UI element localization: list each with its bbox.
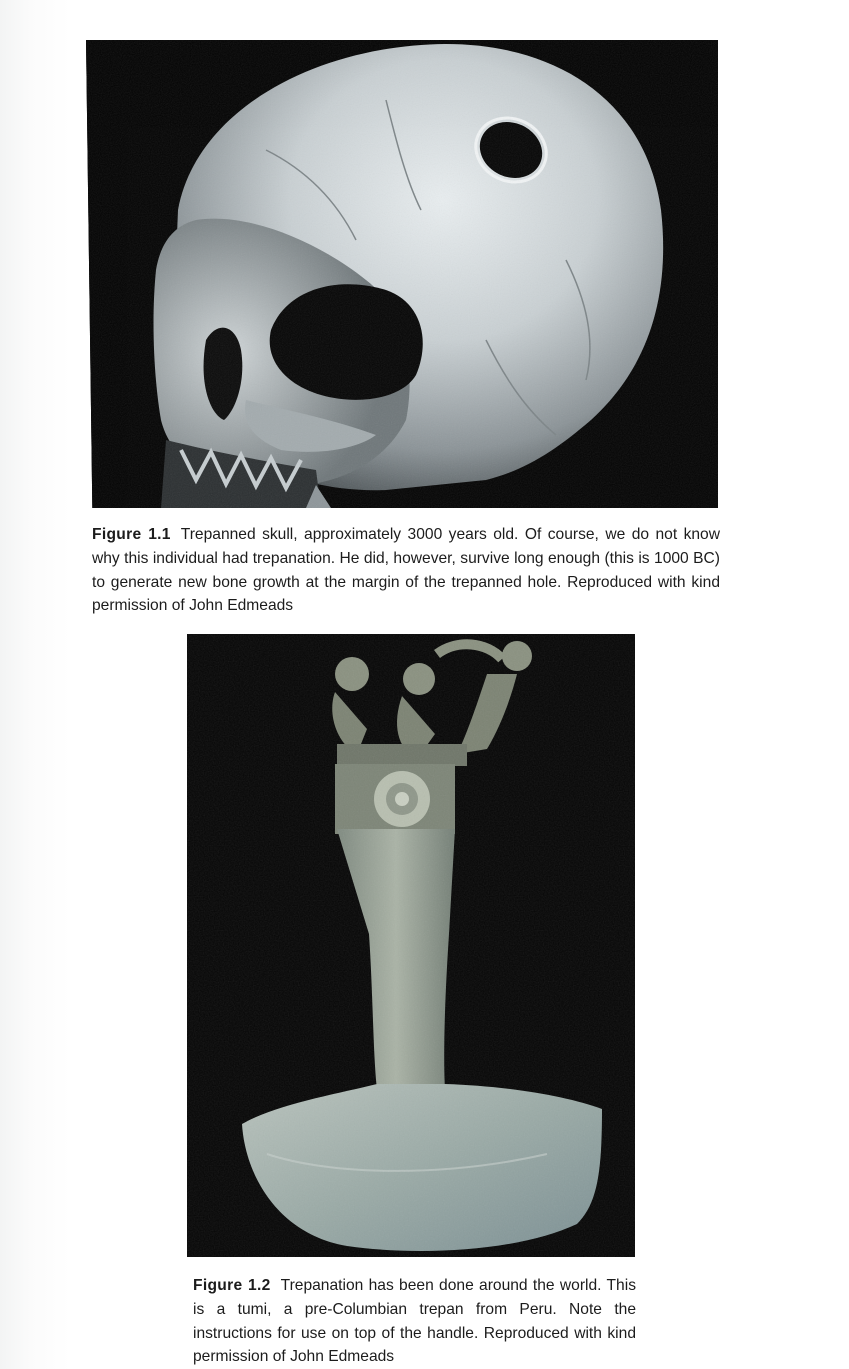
figure-1-1-label: Figure 1.1 <box>92 526 171 543</box>
figure-1-2-photo <box>187 634 635 1257</box>
trepanned-skull-image <box>86 40 718 508</box>
figure-1-1-caption-text: Trepanned skull, approximately 3000 years old. Of course, we do not know why this individual had trepanation. He did, however, survive long enough (this is 1000 BC) to generate new bone growth at the margin of the trepanned hole. Reproduced with kind permission of John Edmeads <box>92 526 720 615</box>
figure-1-1-caption <box>92 523 720 618</box>
figure-1-1-photo <box>86 40 718 508</box>
tumi-trepan-image <box>187 634 635 1257</box>
figure-1-2-label: Figure 1.2 <box>193 1277 271 1294</box>
figure-1-2-caption <box>193 1274 636 1369</box>
figure-1-2-caption-text: Trepanation has been done around the world. This is a tumi, a pre-Columbian trepan from Peru. Note the instructions for use on top of the handle. Reproduced with kind permission of John Edmeads <box>193 1277 636 1366</box>
